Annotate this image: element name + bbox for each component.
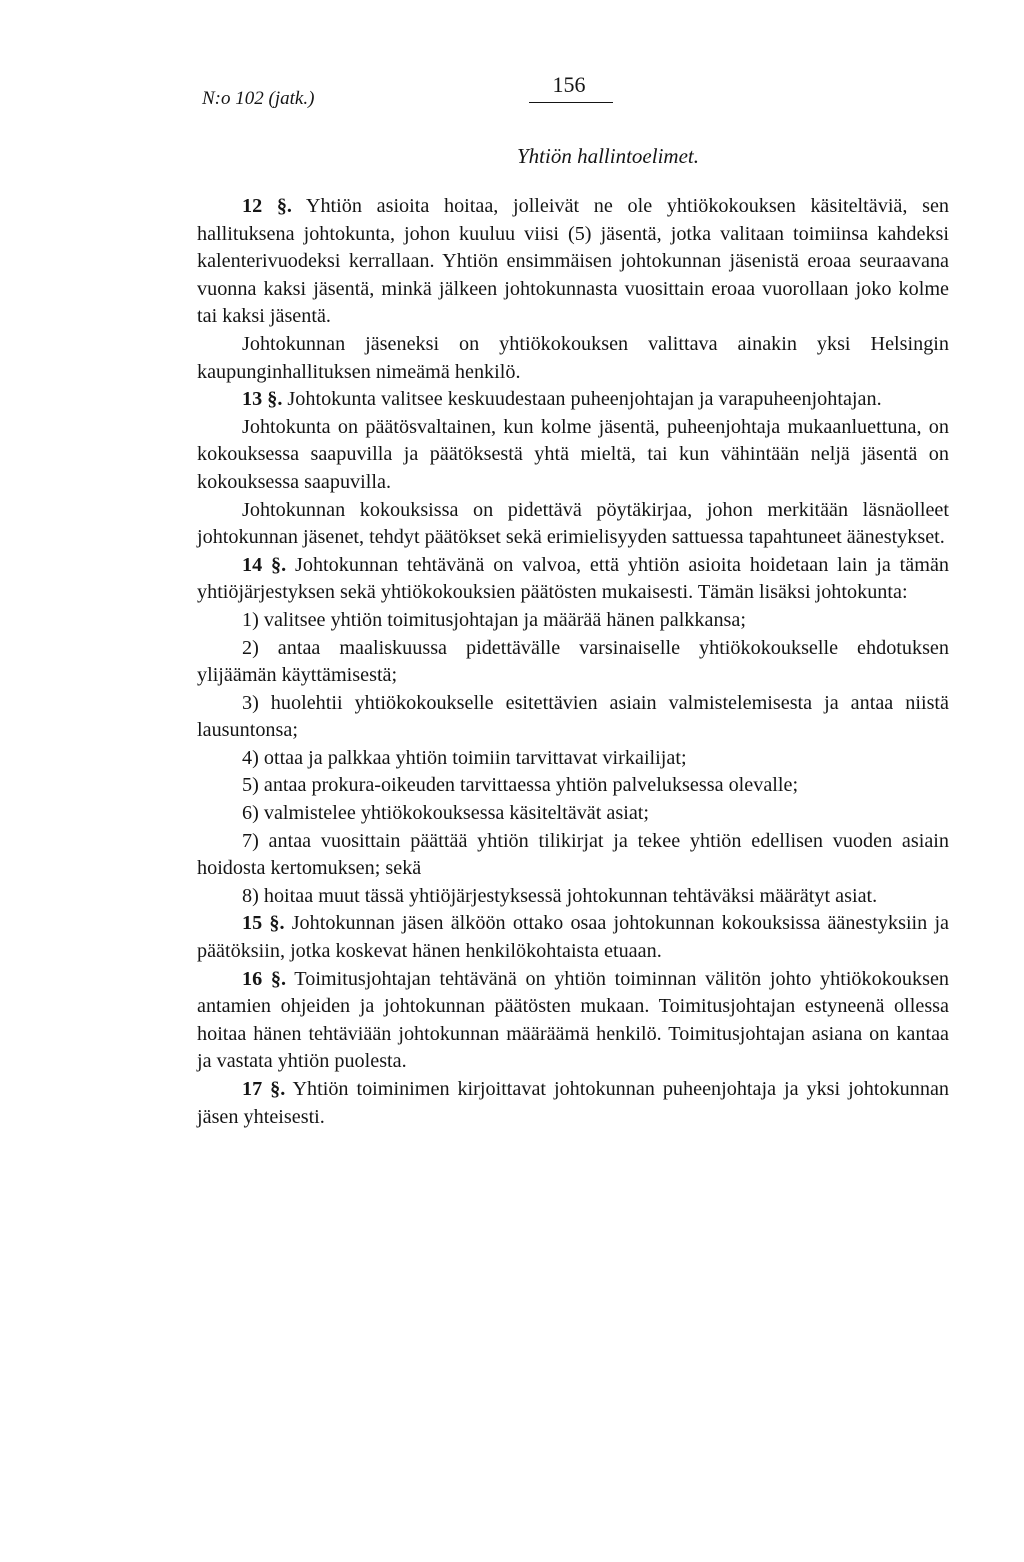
paragraph-text: Johtokunnan tehtävänä on valvoa, että yhtiön asioita hoidetaan lain ja tämän yhtiöjärjestyksen sekä yhtiökokouksien päätösten mukaisesti. Tämän lisäksi johtokunta: bbox=[197, 553, 950, 604]
section-number: 17 §. bbox=[242, 1078, 286, 1100]
section-title: Yhtiön hallintoelimet. bbox=[517, 144, 699, 168]
list-item-text: 5) antaa prokura-oikeuden tarvittaessa yhtiön palveluksessa olevalle; bbox=[242, 774, 799, 797]
paragraph bbox=[197, 386, 949, 414]
list-item-text: 6) valmistelee yhtiökokouksessa käsiteltävät asiat; bbox=[242, 802, 650, 825]
paragraph-text: Yhtiön toiminimen kirjoittavat johtokunnan puheenjohtaja ja yksi johtokunnan jäsen yhteisesti. bbox=[197, 1078, 950, 1128]
page-number-rule bbox=[529, 102, 613, 103]
paragraph-text: Yhtiön asioita hoitaa, jolleivät ne ole yhtiökokouksen käsiteltäviä, sen hallituksena johtokunta, johon kuuluu viisi (5) jäsentä, jotka valitaan toimiinsa kahdeksi kalenterivuodeksi kerrallaan. Yhtiön ensimmäisen johtokunnan jäsenistä eroaa seuraavana vuonna kaksi jäsentä, minkä jälkeen johtokunnasta vuosittain eroaa vuorollaan joko kolme tai kaksi jäsentä. bbox=[197, 195, 949, 328]
section-number: 13 §. bbox=[242, 388, 283, 411]
series-reference: N:o 102 (jatk.) bbox=[202, 88, 315, 109]
paragraph-text: Johtokunnan kokouksissa on pidettävä pöytäkirjaa, johon merkitään läsnäolleet johtokunnan jäsenet, tehdyt päätökset sekä erimielisyyden sattuessa tapahtuneet äänestykset. bbox=[197, 498, 949, 549]
section-number: 14 §. bbox=[242, 553, 287, 576]
paragraph bbox=[197, 552, 949, 607]
document-page bbox=[197, 70, 949, 1131]
section-number: 15 §. bbox=[242, 912, 285, 935]
paragraph bbox=[197, 966, 949, 1076]
list-item bbox=[197, 828, 949, 883]
list-item-text: 4) ottaa ja palkkaa yhtiön toimiin tarvittavat virkailijat; bbox=[242, 746, 687, 769]
list-item bbox=[197, 635, 949, 690]
body-text bbox=[197, 193, 949, 1131]
running-header bbox=[197, 70, 949, 120]
page-number: 156 bbox=[552, 72, 586, 97]
list-item-text: 3) huolehtii yhtiökokoukselle esitettävien asiain valmistelemisesta ja antaa niistä lausuntonsa; bbox=[197, 691, 949, 742]
paragraph bbox=[197, 414, 949, 497]
list-item-text: 8) hoitaa muut tässä yhtiöjärjestyksessä johtokunnan tehtäväksi määrätyt asiat. bbox=[242, 884, 878, 907]
list-item bbox=[197, 690, 949, 745]
list-item-text: 2) antaa maaliskuussa pidettävälle varsinaiselle yhtiökokoukselle ehdotuksen ylijäämän käyttämisestä; bbox=[197, 636, 949, 687]
paragraph bbox=[197, 497, 949, 552]
paragraph-text: Johtokunnan jäsen älköön ottako osaa johtokunnan kokouksissa äänestyksiin ja päätöksiin, jotka koskevat hänen henkilökohtaista etuaan. bbox=[197, 912, 950, 963]
section-number: 16 §. bbox=[242, 967, 286, 990]
list-item-text: 7) antaa vuosittain päättää yhtiön tilikirjat ja tekee yhtiön edellisen vuoden asiain hoidosta kertomuksen; sekä bbox=[197, 829, 949, 880]
paragraph bbox=[197, 1076, 949, 1131]
paragraph bbox=[197, 910, 949, 965]
list-item bbox=[197, 745, 949, 773]
paragraph-text: Toimitusjohtajan tehtävänä on yhtiön toiminnan välitön johto yhtiökokouksen antamien ohjeiden ja johtokunnan päätösten mukaan. Toimitusjohtajan estyneenä ollessa hoitaa hänen tehtäviään johtokunnan määräämä henkilö. Toimitusjohtajan asiana on kantaa ja vastata yhtiön puolesta. bbox=[197, 967, 949, 1073]
paragraph-text: Johtokunta valitsee keskuudestaan puheenjohtajan ja varapuheenjohtajan. bbox=[282, 388, 882, 411]
paragraph bbox=[197, 331, 949, 386]
list-item bbox=[197, 772, 949, 800]
list-item bbox=[197, 800, 949, 828]
section-number: 12 §. bbox=[242, 195, 292, 217]
paragraph bbox=[197, 193, 949, 331]
list-item-text: 1) valitsee yhtiön toimitusjohtajan ja määrää hänen palkkansa; bbox=[242, 608, 746, 631]
list-item bbox=[197, 883, 949, 911]
paragraph-text: Johtokunta on päätösvaltainen, kun kolme jäsentä, puheenjohtaja mukaanluettuna, on kokouksessa saapuvilla ja päätöksestä yhtä mieltä, tai kun vähintään neljä jäsentä on kokouksessa saapuvilla. bbox=[197, 415, 949, 493]
paragraph-text: Johtokunnan jäseneksi on yhtiökokouksen valittava ainakin yksi Helsingin kaupunginhallituksen nimeämä henkilö. bbox=[197, 332, 949, 383]
list-item bbox=[197, 607, 949, 635]
